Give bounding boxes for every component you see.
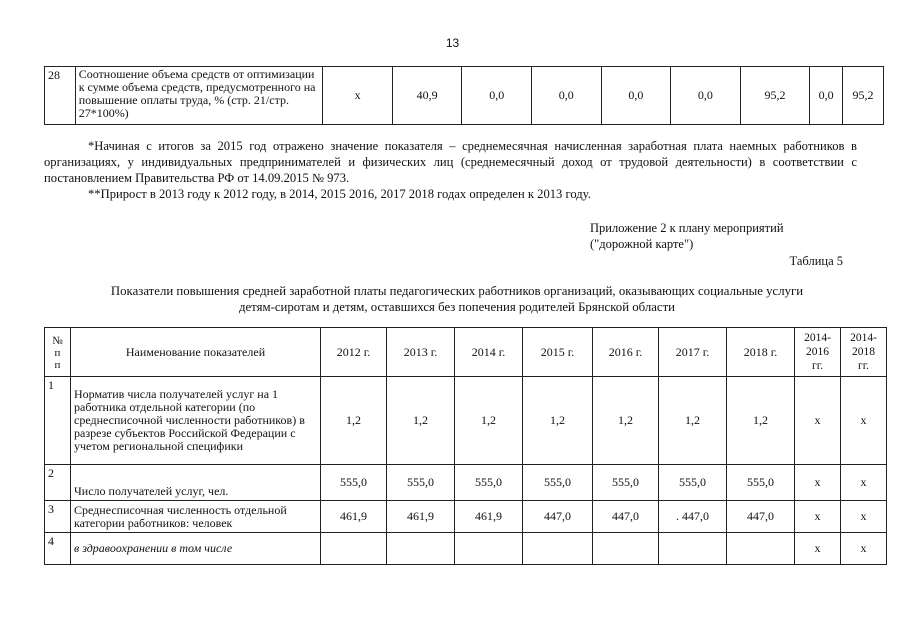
table-cell: 95,2 — [842, 67, 883, 125]
table-cell: 1,2 — [727, 377, 795, 465]
table-cell: x — [795, 501, 841, 533]
table-cell — [455, 533, 523, 565]
table-cell: x — [841, 465, 887, 501]
table-cell: 1,2 — [387, 377, 455, 465]
table-label: Таблица 5 — [789, 254, 843, 268]
row-number: 2 — [45, 465, 71, 501]
header-year: 2018 г. — [727, 328, 795, 377]
header-year: 2015 г. — [523, 328, 593, 377]
table-cell: 1,2 — [455, 377, 523, 465]
table-row — [45, 501, 887, 533]
table-cell: 0,0 — [810, 67, 843, 125]
table-row — [45, 377, 887, 465]
indicator-name: Среднесписочная численность отдельной категории работников: человек — [71, 501, 321, 533]
table-cell: 0,0 — [671, 67, 741, 125]
indicator-name: в здравоохранении в том числе — [71, 533, 321, 565]
header-period-2014-2018 — [841, 328, 887, 377]
row-number: 3 — [45, 501, 71, 533]
header-year: 2012 г. — [321, 328, 387, 377]
table-header-row — [45, 328, 887, 377]
header-year: 2016 г. — [593, 328, 659, 377]
table-cell: 40,9 — [392, 67, 462, 125]
header-period-line: гг. — [811, 360, 823, 372]
indicator-name: Соотношение объема средств от оптимизации к сумме объема средств, предусмотренного на повышение оплаты труда, % (стр. 21/стр. 27*100%) — [75, 67, 323, 125]
row-number: 28 — [45, 67, 76, 125]
footnotes — [44, 138, 857, 202]
table-cell: x — [795, 377, 841, 465]
table-cell: x — [323, 67, 393, 125]
header-period-line: гг. — [857, 360, 869, 372]
table-cell: 0,0 — [601, 67, 671, 125]
table-cell: 1,2 — [321, 377, 387, 465]
table-cell: 1,2 — [659, 377, 727, 465]
header-period-line: 2016 — [806, 346, 829, 358]
table-cell — [321, 533, 387, 565]
continuation-table — [44, 66, 884, 125]
footnote-1: *Начиная с итогов за 2015 год отражено значение показателя – среднемесячная начисленная заработная плата наемных работников в организациях, у индивидуальных предпринимателей и физических лиц (среднемесячный доход от трудовой деятельности) в соответствии с постановлением Правительства РФ от 14.09.2015 № 973. — [44, 139, 857, 185]
table-cell: 555,0 — [659, 465, 727, 501]
header-num-line: п — [54, 346, 61, 359]
table-cell: 447,0 — [727, 501, 795, 533]
footnote-2: **Прирост в 2013 году к 2012 году, в 2014, 2015 2016, 2017 2018 годах определен к 2013 году. — [88, 187, 591, 201]
header-period-line: 2014- — [850, 332, 877, 344]
indicators-table — [44, 327, 887, 565]
table-cell — [727, 533, 795, 565]
header-num — [45, 328, 71, 377]
table-cell: 447,0 — [523, 501, 593, 533]
table-cell: 555,0 — [523, 465, 593, 501]
table-cell: . 447,0 — [659, 501, 727, 533]
table-cell: x — [841, 501, 887, 533]
table-cell: 1,2 — [523, 377, 593, 465]
table-cell: x — [841, 377, 887, 465]
header-year: 2013 г. — [387, 328, 455, 377]
table-title — [44, 283, 870, 315]
table-cell: 461,9 — [321, 501, 387, 533]
table-cell: x — [795, 465, 841, 501]
appendix-line-1: Приложение 2 к плану мероприятий — [590, 221, 784, 235]
row-number: 4 — [45, 533, 71, 565]
header-name: Наименование показателей — [71, 328, 321, 377]
table-cell: 0,0 — [531, 67, 601, 125]
table-row — [45, 67, 884, 125]
title-line-1: Показатели повышения средней заработной платы педагогических работников организаций, оказывающих социальные услуги — [110, 284, 804, 298]
table-cell: x — [795, 533, 841, 565]
table-cell: 447,0 — [593, 501, 659, 533]
header-year: 2017 г. — [659, 328, 727, 377]
table-row — [45, 465, 887, 501]
table-cell — [593, 533, 659, 565]
table-cell: 555,0 — [387, 465, 455, 501]
table-cell: 555,0 — [321, 465, 387, 501]
table-cell — [523, 533, 593, 565]
table-cell: 555,0 — [593, 465, 659, 501]
table-cell — [387, 533, 455, 565]
table-cell: x — [841, 533, 887, 565]
indicator-name: Число получателей услуг, чел. — [71, 465, 321, 501]
appendix-caption — [590, 220, 784, 252]
table-cell: 1,2 — [593, 377, 659, 465]
table-cell: 461,9 — [387, 501, 455, 533]
header-period-line: 2018 — [852, 346, 875, 358]
header-num-line: п — [54, 358, 61, 371]
page-number: 13 — [445, 36, 460, 50]
header-period-line: 2014- — [804, 332, 831, 344]
table-row — [45, 533, 887, 565]
table-cell: 461,9 — [455, 501, 523, 533]
header-num-line: № — [52, 334, 63, 347]
table-cell: 95,2 — [740, 67, 810, 125]
header-period-2014-2016 — [795, 328, 841, 377]
row-number: 1 — [45, 377, 71, 465]
table-cell: 555,0 — [455, 465, 523, 501]
table-cell: 0,0 — [462, 67, 532, 125]
table-cell — [659, 533, 727, 565]
title-line-2: детям-сиротам и детям, оставшихся без попечения родителей Брянской области — [238, 300, 676, 314]
indicator-name: Норматив числа получателей услуг на 1 работника отдельной категории (по среднесписочной численности работников) в разрезе субъектов Российской Федерации с учетом региональной специфики — [71, 377, 321, 465]
header-year: 2014 г. — [455, 328, 523, 377]
appendix-line-2: ("дорожной карте") — [590, 237, 694, 251]
table-cell: 555,0 — [727, 465, 795, 501]
